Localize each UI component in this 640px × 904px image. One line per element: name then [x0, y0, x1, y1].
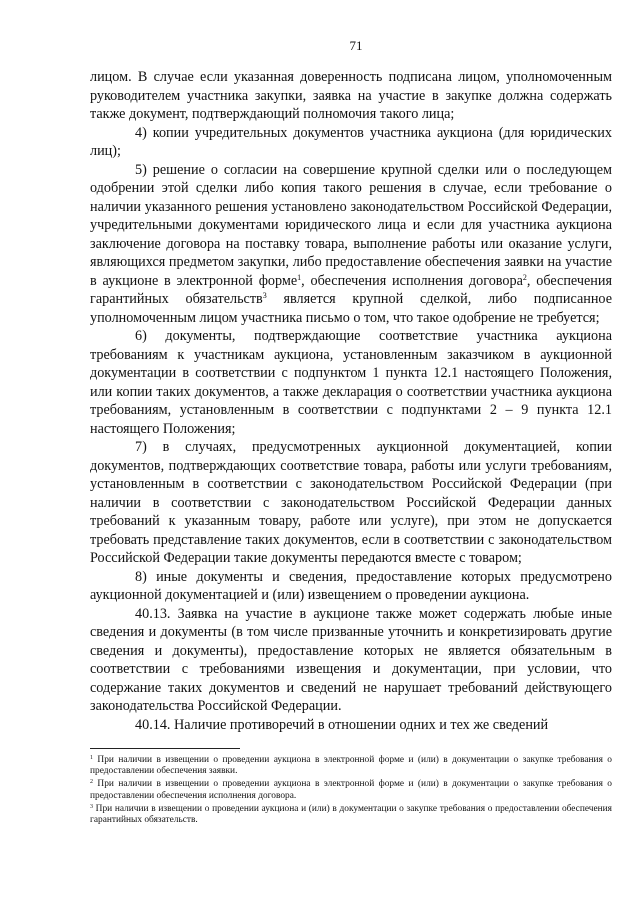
paragraph-text: 40.14. Наличие противоречий в отношении одних и тех же сведений [135, 716, 549, 733]
body-paragraph [90, 161, 612, 328]
page-number: 71 [349, 38, 363, 53]
footnote-text: При наличии в извещении о проведении аукциона и (или) в документации о закупке требования о предоставлении обеспечения гарантийных обязательств. [90, 803, 612, 826]
footnote-number: 3 [90, 803, 93, 810]
footnote-text: При наличии в извещении о проведении аукциона в электронной форме и (или) в документации о закупке требования о предоставлении обеспечения исполнения договора. [90, 779, 612, 801]
paragraph-text: 7) в случаях, предусмотренных аукционной документацией, копии документов, подтверждающих соответствие товара, работы или услуги требованиям, установленным в соответствии с законодательством Российской Федерации (при наличии в соответствии с законодательством Российской Федерации данных требований к указанным товару, работе или услуге), при этом не допускается требовать представление таких документов, если в соответствии с законодательством Российской Федерации такие документы передаются вместе с товаром; [90, 439, 612, 566]
paragraph-text: 6) документы, подтверждающие соответствие участника аукциона требованиям к участникам аукциона, установленным заказчиком в аукционной документации в соответствии с подпунктом 1 пункта 12.1 настоящего Положения, или копии таких документов, а также декларация о соответствии участника аукциона требованиям, установленным в соответствии с подпунктами 2 – 9 пункта 12.1 настоящего Положения; [90, 328, 612, 437]
paragraph-text: , обеспечения исполнения договора [301, 272, 523, 289]
body-paragraph [90, 605, 612, 716]
footnote-divider [90, 748, 240, 749]
body-paragraph [90, 124, 612, 161]
footnotes [90, 755, 612, 826]
footnote [90, 804, 612, 826]
footnote-reference: 2 [522, 272, 527, 282]
footnote-reference: 1 [297, 272, 302, 282]
body-paragraph [90, 568, 612, 605]
paragraph-text: лицом. В случае если указанная доверенность подписана лицом, уполномоченным руководителем участника закупки, заявка на участие в закупке должна содержать также документ, подтверждающий полномочия такого лица; [90, 69, 612, 122]
footnote-number: 1 [90, 755, 93, 761]
footnote-reference: 3 [262, 291, 267, 300]
footnote-text: При наличии в извещении о проведении аукциона в электронной форме и (или) в документации о закупке требования о предоставлении обеспечения заявки. [90, 755, 612, 777]
footnote [90, 779, 612, 801]
footnote-number: 2 [90, 779, 93, 786]
body-paragraph [90, 438, 612, 568]
paragraph-text: 40.13. Заявка на участие в аукционе также может содержать любые иные сведения и документы (в том числе призванные уточнить и конкретизировать другие сведения и документы), предоставление которых не является обязательным в соответствии с требованиями извещения и документации, при условии, что содержание таких документов и сведений не нарушает требований действующего законодательства Российской Федерации. [90, 605, 612, 714]
paragraph-text: 5) решение о согласии на совершение крупной сделки или о последующем одобрении этой сделки либо копия такого решения в случае, если требование о наличии указанного решения установлено законодательством Российской Федерации, учредительными документами юридического лица и если для участника аукциона заключение договора на поставку товара, выполнение работы или оказание услуги, являющихся предметом закупки, либо предоставление обеспечения заявки на участие в аукционе в электронной форме [90, 161, 612, 289]
body-paragraph [90, 327, 612, 438]
paragraph-text: , обеспечения гарантийных обязательств [90, 272, 612, 307]
body-text [90, 68, 612, 734]
paragraph-text: 4) копии учредительных документов участника аукциона (для юридических лиц); [90, 124, 612, 159]
footnote [90, 755, 612, 777]
paragraph-text: является крупной сделкой, либо подписанное уполномоченным лицом участника письмо о том, что такое одобрение не требуется; [90, 291, 612, 326]
body-paragraph [90, 68, 612, 124]
paragraph-text: 8) иные документы и сведения, предоставление которых предусмотрено аукционной документацией и (или) извещением о проведении аукциона. [90, 568, 612, 603]
body-paragraph [90, 716, 612, 735]
